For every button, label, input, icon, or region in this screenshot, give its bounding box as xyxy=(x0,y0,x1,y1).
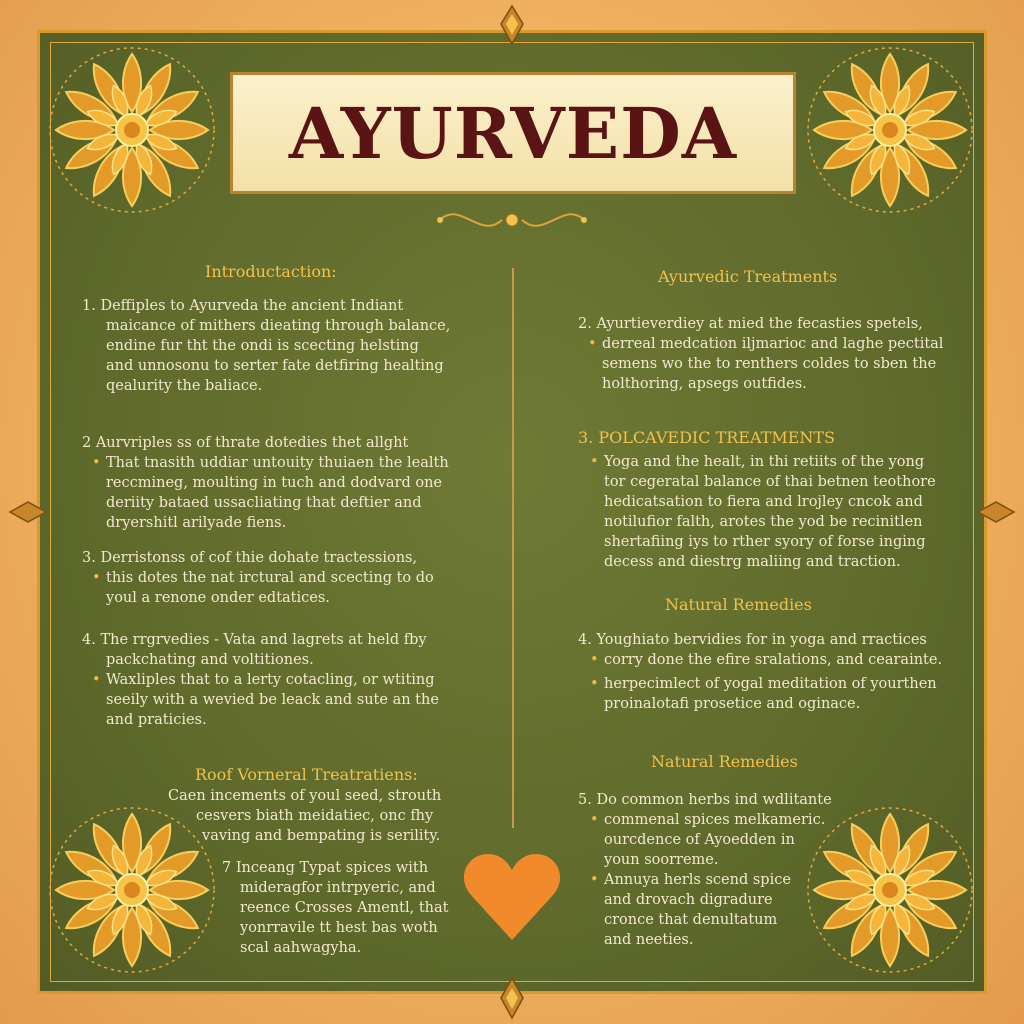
right-finial-icon xyxy=(976,492,1016,532)
treatments-heading: Ayurvedic Treatments xyxy=(658,267,838,286)
left-paragraph-2: 2 Aurvriples ss of thrate dotedies thet allght • That tnasith uddiar untouity thuiaen the lealth reccmineg, moulting in tuch and dodvard one deriity bataed ussacliating that deftier and dryershitl arilyade fiens. xyxy=(82,433,449,533)
title-banner xyxy=(230,72,796,194)
right-paragraph-4: 5. Do common herbs ind wdlitante • commenal spices melkameric. ourcdence of Ayoedden in youn soorreme. • Annuya herls scend spice and drovach digradure cronce that denultatum and neeties. xyxy=(578,790,832,950)
right-paragraph-2: • Yoga and the healt, in thi retiits of the yong tor cegeratal balance of thai betnen teothore hedicatsation to fiera and lrojley cncok and notilufior falth, arotes the yod be recinitlen shertafiing iys to rther syory of forse inging decess and diestrg maliing and traction. xyxy=(578,452,936,572)
right-paragraph-3: 4. Youghiato bervidies for in yoga and rractices • corry done the efire sralations, and cearainte. • herpecimlect of yogal meditation of yourthen proinalotafi prosetice and oginace. xyxy=(578,630,942,714)
right-paragraph-1: 2. Ayurtieverdiey at mied the fecasties spetels, • derreal medcation iljmarioc and laghe pectital semens wo the to renthers coldes to sben the holthoring, apsegs outfides. xyxy=(578,314,943,394)
left-paragraph-3: 3. Derristonss of cof thie dohate tractessions, • this dotes the nat irctural and scecting to do youl a renone onder edtatices. xyxy=(82,548,434,608)
mandala-top-left-icon xyxy=(42,40,222,220)
page-title: AYURVEDA xyxy=(288,91,738,175)
left-paragraph-5: Caen incements of youl seed, strouth cesvers biath meidatiec, onc fhy vaving and bempating is serility. xyxy=(168,788,442,844)
top-finial-icon xyxy=(497,4,527,48)
heart-icon xyxy=(462,850,562,945)
roof-heading: Roof Vorneral Treatratiens: xyxy=(195,765,418,784)
left-paragraph-4: 4. The rrgrvedies - Vata and lagrets at held fby packchating and voltitiones. • Waxliples that to a lerty cotacling, or wtiting seeily with a wevied be leack and sute an the and praticies. xyxy=(82,630,439,730)
title-flourish-icon xyxy=(430,200,594,240)
left-paragraph-1: 1. Deffiples to Ayurveda the ancient Indiant maicance of mithers dieating through balance, endine fur tht the ondi is scecting helsting and unnosonu to serter fate detfiring healting qealurity the baliace. xyxy=(82,298,451,394)
column-divider xyxy=(512,268,514,828)
mandala-top-right-icon xyxy=(800,40,980,220)
left-paragraph-6: 7 Inceang Typat spices with mideragfor intrpyeric, and reence Crosses Amentl, that yonrravile tt hest bas woth scal aahwagyha. xyxy=(222,860,449,956)
natural-remedies-heading-2: Natural Remedies xyxy=(651,752,798,771)
intro-heading: Introductaction: xyxy=(205,262,337,281)
natural-remedies-heading-1: Natural Remedies xyxy=(665,595,812,614)
left-finial-icon xyxy=(8,492,48,532)
bottom-finial-icon xyxy=(497,976,527,1020)
polcavedic-heading: 3. POLCAVEDIC TREATMENTS xyxy=(578,428,836,447)
